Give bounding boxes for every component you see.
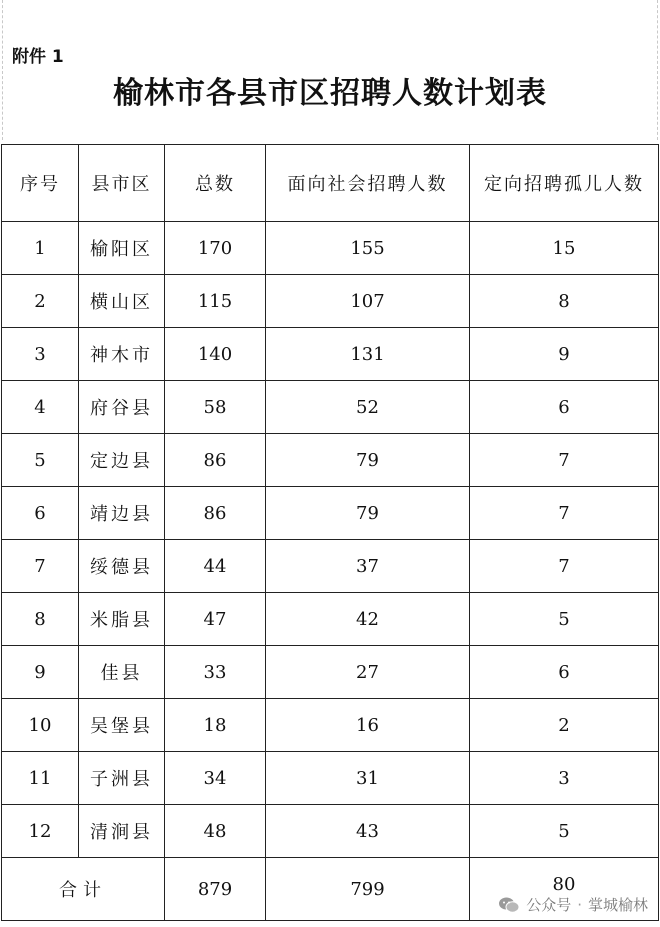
header-seq: 序号 — [2, 145, 79, 222]
row-total: 34 — [165, 752, 266, 805]
row-total: 140 — [165, 328, 266, 381]
row-total: 18 — [165, 699, 266, 752]
table-row — [2, 487, 659, 540]
total-public: 799 — [266, 858, 470, 921]
row-county: 子洲县 — [79, 752, 165, 805]
watermark-name: 掌城榆林 — [587, 896, 648, 914]
row-public: 43 — [266, 805, 470, 858]
row-public: 107 — [266, 275, 470, 328]
row-seq: 6 — [2, 487, 79, 540]
row-seq: 7 — [2, 540, 79, 593]
row-county: 榆阳区 — [79, 222, 165, 275]
attachment-label: 附件 1 — [12, 47, 64, 67]
table-row — [2, 222, 659, 275]
table-row — [2, 275, 659, 328]
row-public: 79 — [266, 487, 470, 540]
row-orphan: 3 — [470, 752, 659, 805]
row-seq: 8 — [2, 593, 79, 646]
row-county: 靖边县 — [79, 487, 165, 540]
wechat-icon — [498, 896, 520, 914]
row-orphan: 5 — [470, 593, 659, 646]
row-total: 170 — [165, 222, 266, 275]
row-orphan: 9 — [470, 328, 659, 381]
row-seq: 9 — [2, 646, 79, 699]
row-public: 31 — [266, 752, 470, 805]
row-county: 府谷县 — [79, 381, 165, 434]
table-row — [2, 805, 659, 858]
table-row — [2, 752, 659, 805]
watermark-prefix: 公众号 — [526, 896, 572, 914]
row-seq: 2 — [2, 275, 79, 328]
table-row — [2, 593, 659, 646]
row-seq: 4 — [2, 381, 79, 434]
total-count: 879 — [165, 858, 266, 921]
row-seq: 1 — [2, 222, 79, 275]
page-title: 榆林市各县市区招聘人数计划表 — [113, 76, 547, 111]
row-total: 47 — [165, 593, 266, 646]
row-county: 米脂县 — [79, 593, 165, 646]
row-seq: 11 — [2, 752, 79, 805]
row-orphan: 7 — [470, 540, 659, 593]
row-orphan: 15 — [470, 222, 659, 275]
table-row — [2, 328, 659, 381]
row-public: 42 — [266, 593, 470, 646]
row-total: 115 — [165, 275, 266, 328]
row-county: 清涧县 — [79, 805, 165, 858]
row-county: 吴堡县 — [79, 699, 165, 752]
row-seq: 3 — [2, 328, 79, 381]
row-total: 48 — [165, 805, 266, 858]
row-public: 52 — [266, 381, 470, 434]
row-orphan: 6 — [470, 646, 659, 699]
row-county: 佳县 — [79, 646, 165, 699]
row-orphan: 2 — [470, 699, 659, 752]
table-header-row — [2, 145, 659, 222]
table-row — [2, 434, 659, 487]
row-total: 86 — [165, 434, 266, 487]
watermark-separator: · — [577, 895, 582, 914]
row-county: 绥德县 — [79, 540, 165, 593]
row-public: 131 — [266, 328, 470, 381]
row-total: 33 — [165, 646, 266, 699]
row-orphan: 5 — [470, 805, 659, 858]
total-orphan: 80 — [470, 858, 659, 921]
row-seq: 5 — [2, 434, 79, 487]
row-seq: 12 — [2, 805, 79, 858]
row-orphan: 7 — [470, 434, 659, 487]
row-orphan: 8 — [470, 275, 659, 328]
table-row — [2, 646, 659, 699]
table-row — [2, 540, 659, 593]
row-public: 37 — [266, 540, 470, 593]
row-orphan: 6 — [470, 381, 659, 434]
total-label: 合计 — [2, 858, 165, 921]
recruitment-plan-table — [1, 144, 659, 921]
row-total: 58 — [165, 381, 266, 434]
table-row — [2, 381, 659, 434]
row-public: 79 — [266, 434, 470, 487]
row-total: 86 — [165, 487, 266, 540]
row-public: 16 — [266, 699, 470, 752]
watermark — [498, 894, 648, 915]
table-row — [2, 699, 659, 752]
row-total: 44 — [165, 540, 266, 593]
header-county: 县市区 — [79, 145, 165, 222]
row-public: 155 — [266, 222, 470, 275]
row-county: 神木市 — [79, 328, 165, 381]
row-county: 定边县 — [79, 434, 165, 487]
row-seq: 10 — [2, 699, 79, 752]
row-public: 27 — [266, 646, 470, 699]
header-orphan: 定向招聘孤儿人数 — [470, 145, 659, 222]
row-orphan: 7 — [470, 487, 659, 540]
header-total: 总数 — [165, 145, 266, 222]
row-county: 横山区 — [79, 275, 165, 328]
header-public: 面向社会招聘人数 — [266, 145, 470, 222]
